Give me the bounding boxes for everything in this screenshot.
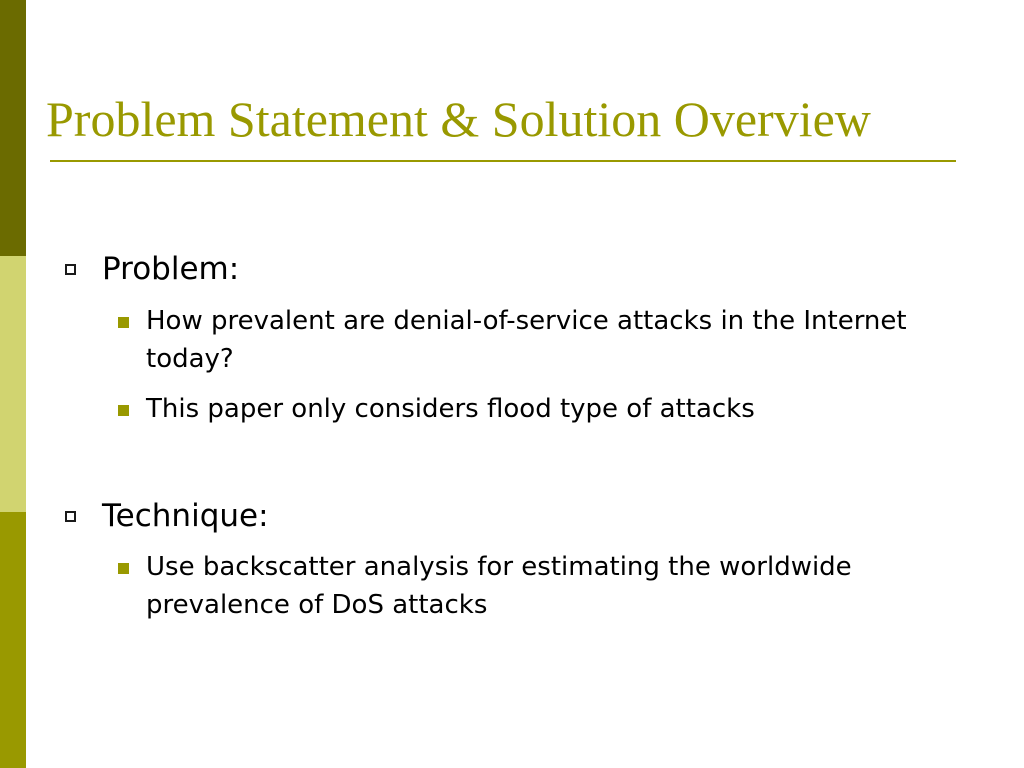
filled-square-bullet-icon — [118, 317, 129, 328]
slide-title: Problem Statement & Solution Overview — [46, 91, 871, 147]
bullet-technique-label: Technique: — [102, 498, 269, 534]
filled-square-bullet-icon — [118, 405, 129, 416]
hollow-square-bullet-icon — [65, 264, 76, 275]
filled-square-bullet-icon — [118, 563, 129, 574]
bullet-problem-label: Problem: — [102, 251, 240, 287]
sub-bullet-text: This paper only considers flood type of attacks — [146, 394, 755, 424]
sub-bullet-text: How prevalent are denial-of-service attacks in the Internet today? — [146, 306, 907, 374]
hollow-square-bullet-icon — [65, 511, 76, 522]
sub-bullet-text: Use backscatter analysis for estimating the worldwide prevalence of DoS attacks — [146, 552, 852, 620]
